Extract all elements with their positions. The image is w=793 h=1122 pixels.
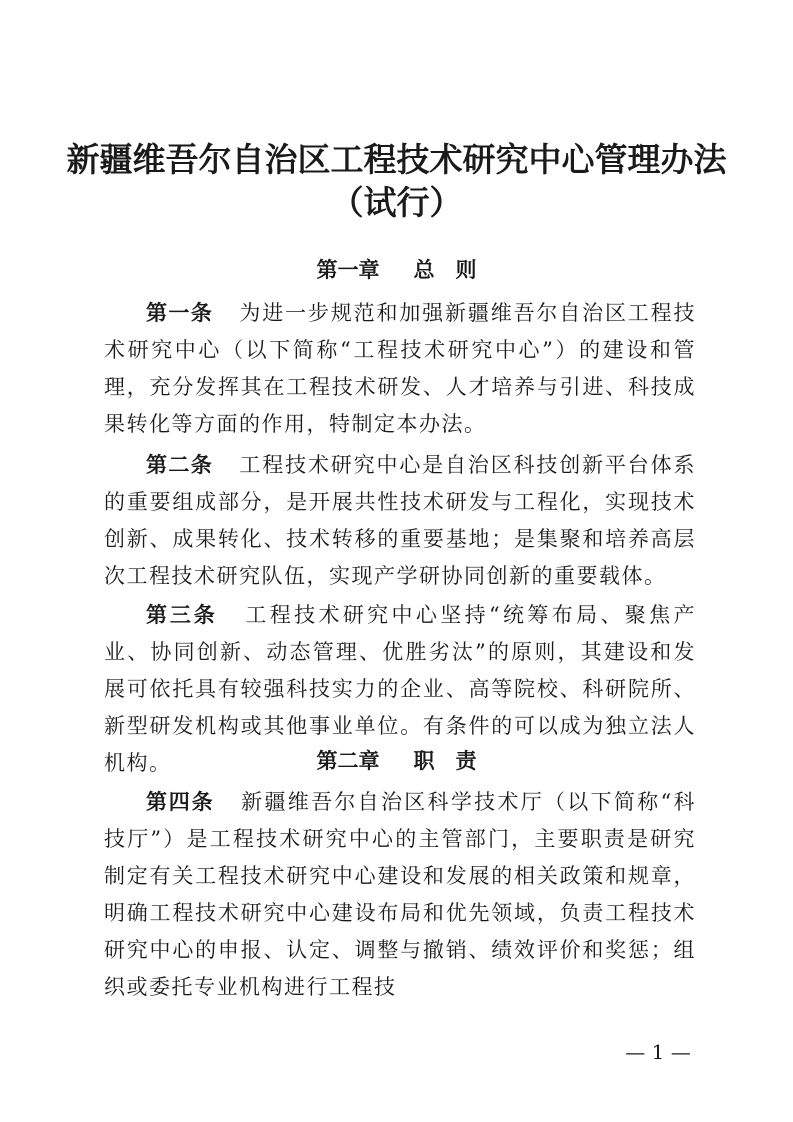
article-number: 第三条: [146, 603, 218, 627]
chapter-name: 总 则: [413, 258, 477, 282]
article-text: 工程技术研究中心是自治区科技创新平台体系的重要组成部分，是开展共性技术研发与工程化，实现技术创新、成果转化、技术转移的重要基地；是集聚和培养高层次工程技术研究队伍，实现产学研协同创新的重要载体。: [104, 453, 697, 588]
article-text: 为进一步规范和加强新疆维吾尔自治区工程技术研究中心（以下简称“工程技术研究中心”）的建设和管理，充分发挥其在工程技术研发、人才培养与引进、科技成果转化等方面的作用，特制定本办法。: [104, 301, 697, 436]
article-text: 新疆维吾尔自治区科学技术厅（以下简称“科技厅”）是工程技术研究中心的主管部门，主要职责是研究制定有关工程技术研究中心建设和发展的相关政策和规章，明确工程技术研究中心建设布局和优先领域，负责工程技术研究中心的申报、认定、调整与撤销、绩效评价和奖惩；组织或委托专业机构进行工程技: [104, 790, 697, 999]
article-paragraph: [104, 784, 696, 1006]
article-number: 第二条: [146, 453, 214, 477]
chapter-label: 第二章: [316, 749, 380, 773]
document-title: 新疆维吾尔自治区工程技术研究中心管理办法: [66, 140, 727, 179]
page-number: — 1 —: [625, 1040, 691, 1064]
document-subtitle: （试行）: [330, 183, 463, 222]
chapter-label: 第一章: [316, 258, 380, 282]
article-text: 工程技术研究中心坚持“统筹布局、聚焦产业、协同创新、动态管理、优胜劣汰”的原则，其建设和发展可依托具有较强科技实力的企业、高等院校、科研院所、新型研发机构或其他事业单位。有条件的可以成为独立法人机构。: [104, 603, 697, 775]
chapter-name: 职 责: [413, 749, 477, 773]
article-number: 第一条: [146, 301, 214, 325]
article-paragraph: [104, 295, 696, 443]
article-number: 第四条: [146, 790, 215, 814]
chapter-heading-1: [0, 255, 793, 285]
chapter-heading-2: [0, 746, 793, 776]
article-paragraph: [104, 447, 696, 595]
